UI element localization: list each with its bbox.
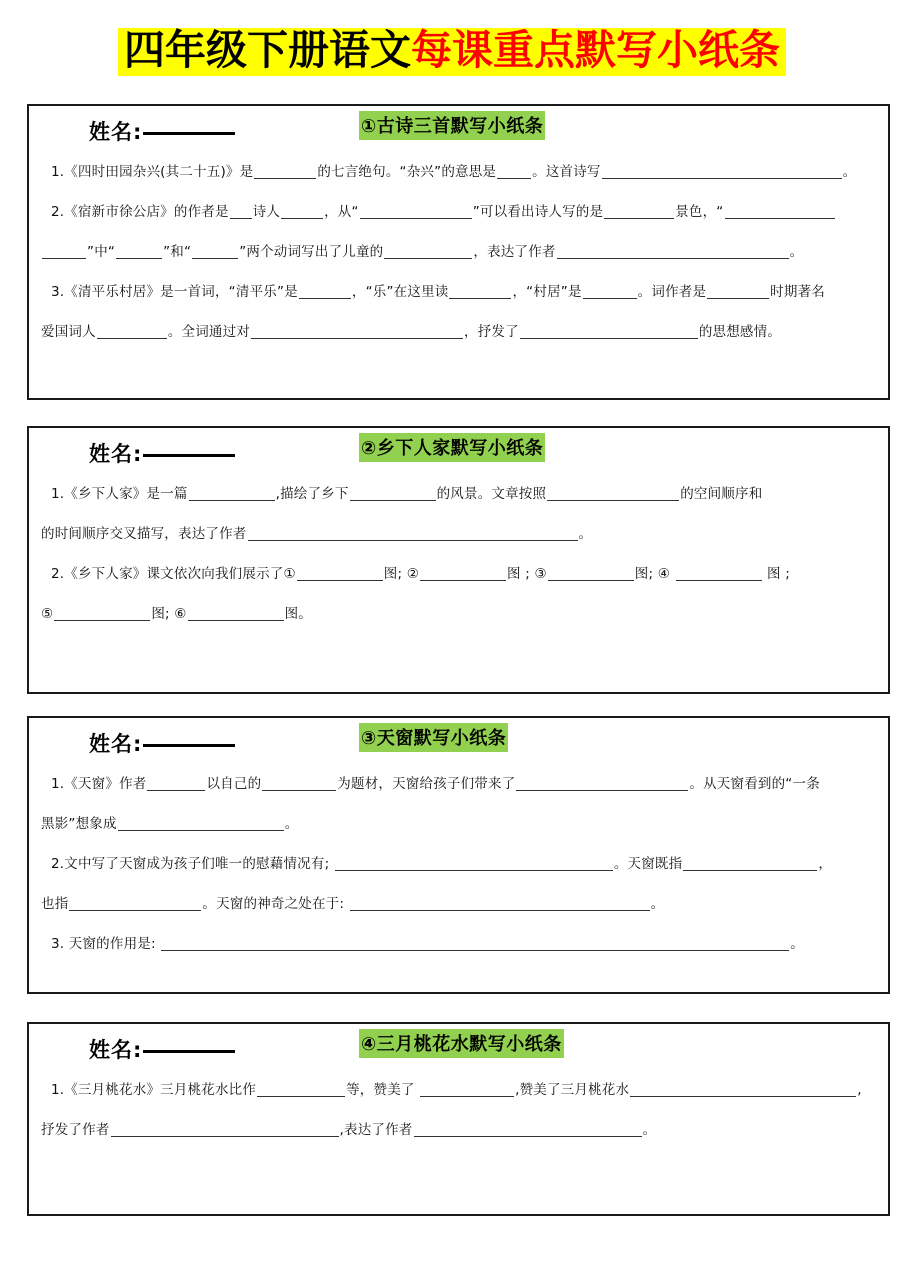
answer-blank[interactable] (707, 285, 769, 299)
worksheet-body (29, 152, 888, 352)
answer-blank[interactable] (111, 1123, 339, 1137)
question-line (41, 844, 876, 884)
question-text: 。 (578, 526, 593, 542)
worksheet-title: ①古诗三首默写小纸条 (359, 111, 545, 140)
question-text: 的空间顺序和 (680, 486, 763, 502)
question-text: 1.《天窗》作者 (51, 776, 147, 792)
worksheet-body (29, 474, 888, 634)
question-text: 的风景。文章按照 (436, 486, 547, 502)
page-title-black: 四年级下册语文 (124, 26, 411, 74)
question-line (41, 514, 876, 554)
worksheet-card (27, 104, 890, 400)
question-text: 图。 (284, 606, 312, 622)
question-line (41, 924, 876, 964)
answer-blank[interactable] (683, 857, 817, 871)
question-line (41, 232, 876, 272)
worksheet-card (27, 716, 890, 994)
answer-blank[interactable] (69, 897, 201, 911)
answer-blank[interactable] (257, 1083, 345, 1097)
answer-blank[interactable] (118, 817, 284, 831)
question-text: 等，赞美了 (346, 1082, 420, 1098)
question-line (41, 192, 876, 232)
answer-blank[interactable] (248, 527, 578, 541)
worksheet-card-box (27, 104, 890, 400)
question-text: 以自己的 (206, 776, 262, 792)
question-line (41, 554, 876, 594)
answer-blank[interactable] (189, 487, 275, 501)
answer-blank[interactable] (350, 487, 436, 501)
question-text: 。 (790, 936, 804, 952)
question-text: 。这首诗写 (532, 164, 601, 180)
worksheet-header (29, 718, 888, 764)
worksheet-card (27, 426, 890, 694)
answer-blank[interactable] (516, 777, 688, 791)
question-text: 图; ② (383, 566, 420, 582)
answer-blank[interactable] (350, 897, 650, 911)
answer-blank[interactable] (254, 165, 316, 179)
answer-blank[interactable] (116, 245, 162, 259)
question-text: ， (818, 856, 833, 872)
answer-blank[interactable] (297, 567, 383, 581)
question-text: 。 (284, 816, 299, 832)
answer-blank[interactable] (676, 567, 762, 581)
worksheet-card-box (27, 426, 890, 694)
question-text: 1.《三月桃花水》三月桃花水比作 (51, 1082, 257, 1098)
question-text: 。词作者是 (637, 284, 707, 300)
question-text: 。天窗既指 (613, 856, 683, 872)
name-label: 姓名: (89, 732, 143, 756)
question-line (41, 1070, 876, 1110)
answer-blank[interactable] (281, 205, 323, 219)
name-label: 姓名: (89, 120, 143, 144)
worksheet-header (29, 1024, 888, 1070)
question-text: ,赞美了三月桃花水 (515, 1082, 630, 1098)
worksheet-title: ④三月桃花水默写小纸条 (359, 1029, 564, 1058)
name-input-blank[interactable] (143, 1049, 235, 1053)
worksheet-card (27, 1022, 890, 1216)
answer-blank[interactable] (161, 937, 789, 951)
answer-blank[interactable] (548, 567, 634, 581)
worksheet-header (29, 106, 888, 152)
answer-blank[interactable] (547, 487, 679, 501)
worksheet-title: ②乡下人家默写小纸条 (359, 433, 545, 462)
name-label: 姓名: (89, 1038, 143, 1062)
page-title-red: 每课重点默写小纸条 (411, 26, 780, 74)
answer-blank[interactable] (97, 325, 167, 339)
name-field[interactable] (89, 438, 235, 468)
name-field[interactable] (89, 1034, 235, 1064)
answer-blank[interactable] (420, 1083, 514, 1097)
question-text: ”和“ (163, 244, 192, 260)
question-line (41, 764, 876, 804)
question-text: 也指 (41, 896, 69, 912)
question-text: 1.《乡下人家》是一篇 (51, 486, 188, 502)
question-text: 抒发了作者 (41, 1122, 110, 1138)
question-text: 3. 天窗的作用是: (51, 936, 161, 952)
question-text: 。 (789, 244, 804, 260)
question-text: 图 ; (762, 566, 790, 582)
question-text: 2.《宿新市徐公店》的作者是 (51, 204, 229, 220)
question-line (41, 152, 876, 192)
question-text: 2.文中写了天窗成为孩子们唯一的慰藉情况有; (51, 856, 334, 872)
question-text: , (857, 1082, 862, 1098)
question-text: 。天窗的神奇之处在于: (202, 896, 349, 912)
worksheet-card-box (27, 1022, 890, 1216)
question-text: 。 (642, 1122, 657, 1138)
question-text: 爱国词人 (41, 324, 96, 340)
question-text: ，从“ (324, 204, 359, 220)
answer-blank[interactable] (360, 205, 472, 219)
question-text: 1.《四时田园杂兴(其二十五)》是 (51, 164, 254, 180)
question-text: 。 (650, 896, 665, 912)
question-text: 的思想感情。 (698, 324, 782, 340)
answer-blank[interactable] (557, 245, 789, 259)
answer-blank[interactable] (583, 285, 637, 299)
answer-blank[interactable] (251, 325, 463, 339)
question-text: ，“村居”是 (512, 284, 582, 300)
question-line (41, 1110, 876, 1150)
question-text: 时期著名 (770, 284, 825, 300)
page-title-highlight (118, 28, 786, 76)
question-text: ”中“ (87, 244, 116, 260)
name-field[interactable] (89, 728, 235, 758)
question-text: ⑤ (41, 606, 54, 622)
answer-blank[interactable] (497, 165, 531, 179)
answer-blank[interactable] (230, 205, 252, 219)
worksheet-body (29, 764, 888, 964)
answer-blank[interactable] (630, 1083, 856, 1097)
question-text: ,表达了作者 (339, 1122, 413, 1138)
answer-blank[interactable] (188, 607, 284, 621)
name-label: 姓名: (89, 442, 143, 466)
worksheet-header (29, 428, 888, 474)
question-line (41, 884, 876, 924)
answer-blank[interactable] (449, 285, 511, 299)
name-input-blank[interactable] (143, 743, 235, 747)
question-text: 黑影”想象成 (41, 816, 117, 832)
question-text: 的七言绝句。“杂兴”的意思是 (317, 164, 497, 180)
question-text: 图; ④ (634, 566, 675, 582)
question-text: 图 ; ③ (507, 566, 547, 582)
question-line (41, 804, 876, 844)
worksheet-title: ③天窗默写小纸条 (359, 723, 508, 752)
question-text: ，表达了作者 (473, 244, 556, 260)
answer-blank[interactable] (602, 165, 842, 179)
question-text: 2.《乡下人家》课文依次向我们展示了① (51, 566, 296, 582)
question-text: 。从天窗看到的“一条 (689, 776, 820, 792)
question-text: 。全词通过对 (167, 324, 251, 340)
name-field[interactable] (89, 116, 235, 146)
answer-blank[interactable] (420, 567, 506, 581)
answer-blank[interactable] (147, 777, 205, 791)
answer-blank[interactable] (520, 325, 698, 339)
answer-blank[interactable] (335, 857, 613, 871)
answer-blank[interactable] (42, 245, 86, 259)
answer-blank[interactable] (54, 607, 150, 621)
question-line (41, 272, 876, 312)
question-text: 图; ⑥ (151, 606, 187, 622)
answer-blank[interactable] (604, 205, 674, 219)
question-text: ”可以看出诗人写的是 (472, 204, 604, 220)
question-text: ”两个动词写出了儿童的 (239, 244, 384, 260)
question-line (41, 312, 876, 352)
question-text: 景色，“ (675, 204, 724, 220)
question-text: 为题材，天窗给孩子们带来了 (337, 776, 516, 792)
answer-blank[interactable] (192, 245, 238, 259)
worksheet-body (29, 1070, 888, 1150)
name-input-blank[interactable] (143, 453, 235, 457)
question-text: ,描绘了乡下 (275, 486, 349, 502)
question-text: 。 (842, 164, 857, 180)
question-line (41, 594, 876, 634)
answer-blank[interactable] (384, 245, 472, 259)
question-line (41, 474, 876, 514)
question-text: 的时间顺序交叉描写，表达了作者 (41, 526, 247, 542)
question-text: ，“乐”在这里读 (351, 284, 449, 300)
answer-blank[interactable] (414, 1123, 642, 1137)
name-input-blank[interactable] (143, 131, 235, 135)
worksheet-card-box (27, 716, 890, 994)
question-text: 诗人 (252, 204, 281, 220)
answer-blank[interactable] (725, 205, 835, 219)
page-title (0, 0, 904, 76)
answer-blank[interactable] (262, 777, 336, 791)
answer-blank[interactable] (299, 285, 351, 299)
question-text: 3.《清平乐村居》是一首词，“清平乐”是 (51, 284, 298, 300)
question-text: ，抒发了 (464, 324, 519, 340)
